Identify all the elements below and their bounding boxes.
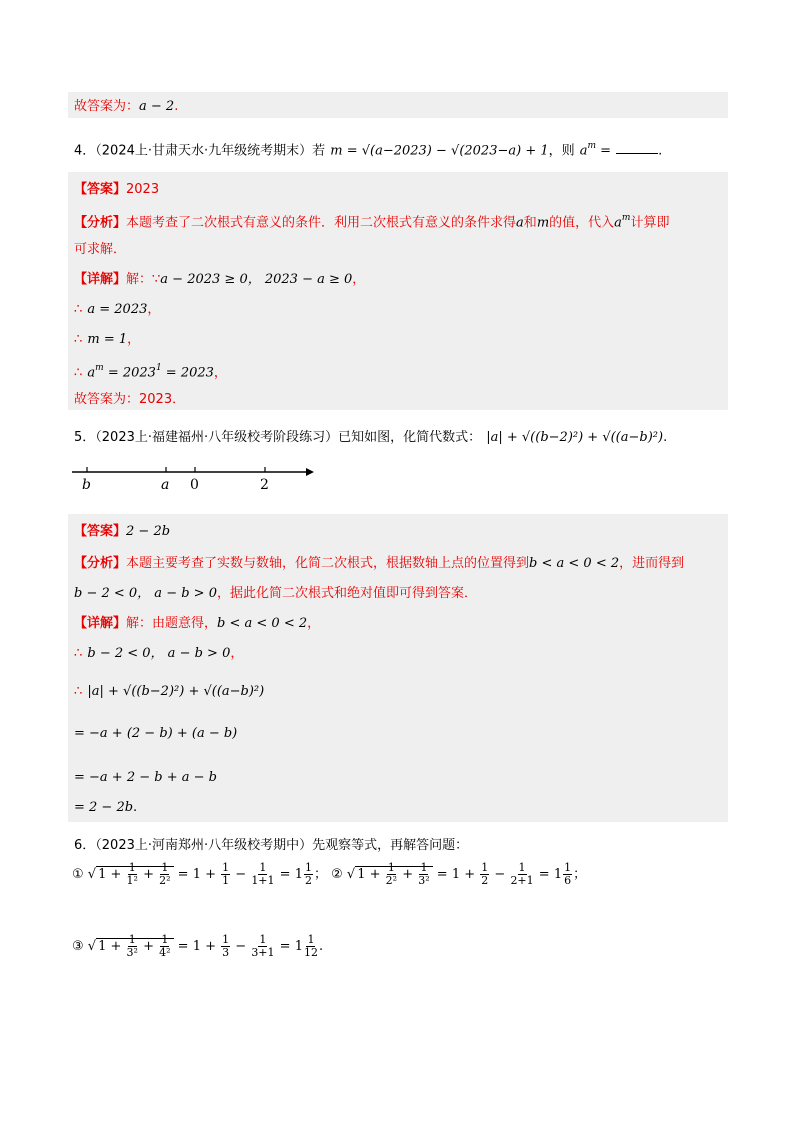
a5-detail-1: 【详解】解：由题意得，b < a < 0 < 2， <box>74 616 321 631</box>
a5-step-6: = 2 − 2b. <box>74 800 138 815</box>
q4-equation: m = √(a−2023) − √(2023−a) + 1 <box>330 143 549 159</box>
nl-label-2: 2 <box>260 477 269 492</box>
equation-2: √ 1 + $\frac{1}{\text{2²}}$ + $\frac{1}{\text{3²}}$ = 1 + $\frac{1}{2}$ − $\frac{1}{2+1}$ = 1 $\frac{1}{6}$ <box>346 861 572 887</box>
a4-analysis-1: 【分析】本题考查了二次根式有意义的条件．利用二次根式有意义的条件求得a和m的值，代入$a^m$计算即 <box>74 213 670 231</box>
a5-analysis-2: b − 2 < 0， a − b > 0，据此化简二次根式和绝对值即可得到答案． <box>74 586 477 601</box>
top-answer-line: 故答案为：a − 2. <box>74 99 179 114</box>
a4-step-2: ∴ a = 2023， <box>74 302 161 317</box>
nl-label-b: b <box>82 477 91 492</box>
a5-step-5: = −a + 2 − b + a − b <box>74 770 217 785</box>
a5-answer: 【答案】2 − 2b <box>74 524 171 539</box>
answer-blank[interactable] <box>616 141 658 154</box>
q5-expression: |a| + √((b−2)²) + √((a−b)²) <box>486 430 664 445</box>
a5-analysis-1: 【分析】本题主要考查了实数与数轴，化简二次根式，根据数轴上点的位置得到b < a < 0 < 2，进而得到 <box>74 556 685 571</box>
q6-equations-row-2: ③ √ 1 + $\frac{1}{\text{3²}}$ + $\frac{1}{\text{4²}}$ = 1 + $\frac{1}{3}$ − $\frac{1}{3+1}$ = 1 $\frac{1}{12}$ . <box>72 933 324 959</box>
a4-final: 故答案为：2023． <box>74 392 186 407</box>
a5-step-3: ∴ |a| + √((b−2)²) + √((a−b)²) <box>74 684 265 699</box>
a4-analysis-2: 可求解． <box>74 242 127 257</box>
number-line <box>70 462 320 492</box>
nl-label-a: a <box>161 477 170 492</box>
a5-step-4: = −a + (2 − b) + (a − b) <box>74 726 238 741</box>
equation-3: √ 1 + $\frac{1}{\text{3²}}$ + $\frac{1}{\text{4²}}$ = 1 + $\frac{1}{3}$ − $\frac{1}{3+1}$ = 1 $\frac{1}{12}$ <box>87 933 318 959</box>
a5-step-2: ∴ b − 2 < 0， a − b > 0， <box>74 646 244 661</box>
q6-equations-row-1: ① √ 1 + $\frac{1}{\text{1²}}$ + $\frac{1}{\text{2²}}$ = 1 + $\frac{1}{1}$ − $\frac{1}{1+1}$ = 1 $\frac{1}{2}$ ； ② √ 1 + $\frac{1}{\text{2²}}$ + $\frac{1}{\text{3²}}$ = 1 + $\frac{1}{2}$ − $\frac{1}{2+1}$ = 1 $\frac{1}{6}$ ； <box>72 861 587 887</box>
equation-1: √ 1 + $\frac{1}{\text{1²}}$ + $\frac{1}{\text{2²}}$ = 1 + $\frac{1}{1}$ − $\frac{1}{1+1}$ = 1 $\frac{1}{2}$ <box>87 861 312 887</box>
question-6: 6．（2023上·河南郑州·八年级校考期中）先观察等式，再解答问题： <box>74 838 469 853</box>
question-5: 5．（2023上·福建福州·八年级校考阶段练习）已知如图，化简代数式： |a| + √((b−2)²) + √((a−b)²). <box>74 430 668 445</box>
nl-label-0: 0 <box>190 477 199 492</box>
a4-detail-1: 【详解】解：∵a − 2023 ≥ 0， 2023 − a ≥ 0， <box>74 272 366 287</box>
question-4: 4．（2024上·甘肃天水·九年级统考期末）若 m = √(a−2023) − √(2023−a) + 1，则 $a^m$ = . <box>74 141 663 159</box>
a4-step-4: ∴ $a^m = 2023^1 = 2023$， <box>74 363 227 381</box>
a4-step-3: ∴ m = 1， <box>74 332 141 347</box>
a4-answer: 【答案】2023 <box>74 182 160 197</box>
